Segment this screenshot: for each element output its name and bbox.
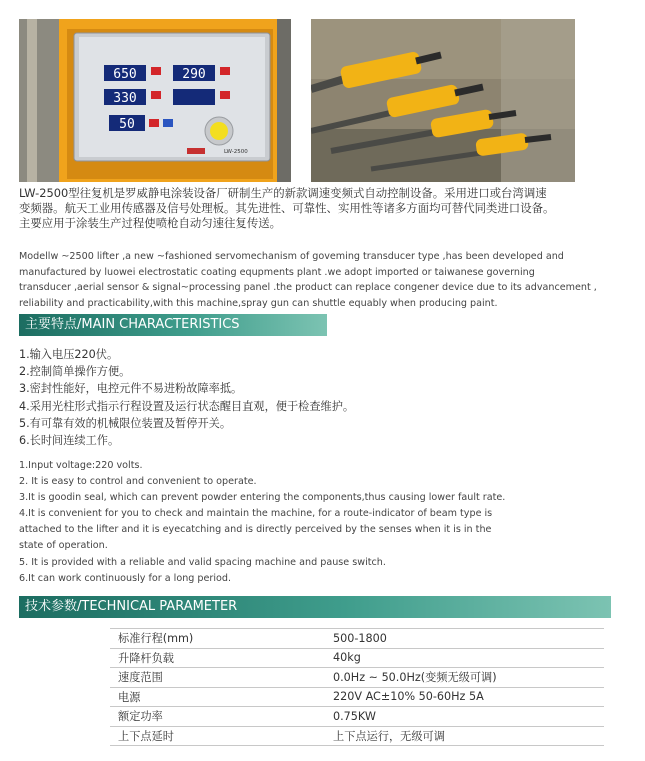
list-item: 1.输入电压220伏。: [19, 348, 119, 361]
list-item: 5. It is provided with a reliable and valid spacing machine and pause switch.: [19, 556, 386, 568]
param-value: 0.0Hz ~ 50.0Hz(变频无级可调): [333, 671, 497, 685]
table-row: [110, 727, 604, 747]
list-item: 2. It is easy to control and convenient to operate.: [19, 476, 257, 488]
table-row: [110, 688, 604, 708]
param-value: 40kg: [333, 651, 361, 665]
characteristics-zh-list: [19, 346, 354, 449]
param-label: 上下点延时: [118, 729, 174, 743]
display-1: 650: [113, 67, 137, 82]
list-item: 3.It is goodin seal, which can prevent powder entering the components,thus causing lower fault rate.: [19, 492, 506, 504]
main-characteristics-heading: 主要特点/MAIN CHARACTERISTICS: [19, 314, 327, 336]
list-item: 6.长时间连续工作。: [19, 434, 120, 448]
table-row: [110, 649, 604, 669]
param-label: 电源: [118, 690, 141, 704]
param-label: 额定功率: [118, 710, 163, 724]
table-row: [110, 707, 604, 727]
characteristics-en-list: [19, 458, 505, 587]
list-item: attached to the lifter and it is eyecatching and is directly perceived by the senses when it is in the: [19, 524, 492, 536]
display-4: 50: [119, 117, 135, 132]
param-label: 标准行程(mm): [118, 632, 194, 646]
list-item: 3.密封性能好，电控元件不易进粉故障率抵。: [19, 382, 243, 396]
list-item: 2.控制简单操作方便。: [19, 365, 131, 379]
intro-en-line: reliability and practicability,with this machine,spray gun can shuttle equably when producing paint.: [19, 297, 498, 309]
intro-en-line: Modellw ~2500 lifter ,a new ~fashioned servomechanism of goveming transducer type ,has been developed and: [19, 251, 564, 262]
spray-guns-photo: [311, 19, 575, 182]
intro-en-line: manufactured by luowei electrostatic coating equpments plant .we adopt imported or taiwanese governing: [19, 266, 535, 278]
display-2: 290: [182, 67, 206, 82]
param-value: 220V AC±10% 50-60Hz 5A: [333, 690, 484, 704]
list-item: 5.有可靠有效的机械限位装置及暂停开关。: [19, 416, 232, 430]
list-item: 4.采用光柱形式指示行程设置及运行状态醒目直观，便于检查维护。: [19, 399, 355, 413]
param-value: 上下点运行，无级可调: [333, 729, 445, 743]
param-value: 500-1800: [333, 631, 387, 645]
intro-chinese: [19, 186, 639, 231]
table-row: [110, 668, 604, 688]
intro-en-line: transducer ,aerial sensor & signal~processing panel .the product can replace congener device due to its advancement ,: [19, 282, 597, 293]
intro-zh-line: 变频器。航天工业用传感器及信号处理板。其先进性、可靠性、实用性等诸多方面均可替代同类进口设备。: [19, 201, 555, 215]
control-panel-photo: [19, 19, 291, 182]
parameter-table: [110, 628, 604, 746]
display-3: 330: [113, 91, 137, 106]
param-label: 速度范围: [118, 671, 163, 685]
list-item: 1.Input voltage:220 volts.: [19, 460, 143, 471]
list-item: 4.It is convenient for you to check and maintain the machine, for a route-indicator of beam type is: [19, 508, 493, 520]
panel-model-label: LW-2500: [224, 149, 248, 155]
param-value: 0.75KW: [333, 709, 376, 723]
list-item: state of operation.: [19, 540, 108, 552]
list-item: 6.It can work continuously for a long period.: [19, 572, 232, 584]
intro-zh-line: LW-2500型往复机是罗威静电涂装设备厂研制生产的新款调速变频式自动控制设备。采用进口或台湾调速: [19, 186, 547, 200]
intro-zh-line: 主要应用于涂装生产过程使喷枪自动匀速往复传送。: [19, 216, 281, 230]
intro-english: [19, 249, 639, 311]
param-label: 升降杆负载: [118, 651, 174, 665]
technical-parameter-heading: 技术参数/TECHNICAL PARAMETER: [19, 596, 611, 618]
table-row: [110, 628, 604, 649]
